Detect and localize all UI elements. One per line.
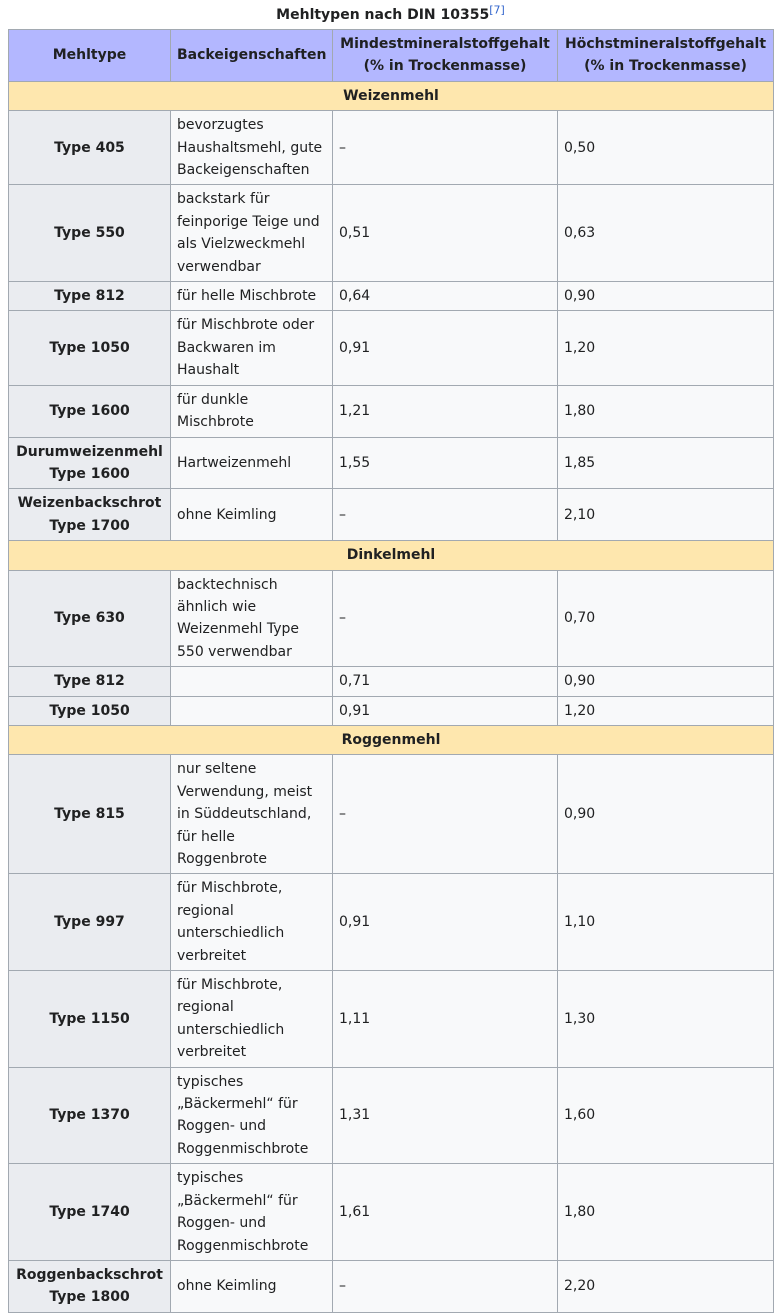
min-mineral-cell: 0,71 [333, 667, 558, 696]
mehltype-cell: Type 405 [9, 111, 171, 185]
reference-link[interactable]: [7] [489, 3, 505, 17]
header-max-mineral [558, 30, 774, 82]
backeigenschaften-cell: für dunkle Mischbrote [171, 385, 333, 437]
mehltype-cell: Type 1370 [9, 1067, 171, 1164]
backeigenschaften-cell: bevorzugtes Haushaltsmehl, gute Backeigenschaften [171, 111, 333, 185]
min-mineral-cell: – [333, 489, 558, 541]
max-mineral-cell: 1,20 [558, 311, 774, 385]
max-mineral-cell: 0,70 [558, 570, 774, 667]
table-caption [8, 4, 773, 29]
min-mineral-cell: – [333, 755, 558, 874]
min-mineral-cell: – [333, 570, 558, 667]
mehltype-cell: Type 812 [9, 282, 171, 311]
backeigenschaften-cell: für Mischbrote, regional unterschiedlich verbreitet [171, 971, 333, 1068]
backeigenschaften-cell [171, 696, 333, 725]
min-mineral-cell: 1,11 [333, 971, 558, 1068]
max-mineral-cell: 1,80 [558, 1164, 774, 1261]
table-row [9, 971, 774, 1068]
mehltype-cell: Type 997 [9, 874, 171, 971]
table-row [9, 111, 774, 185]
min-mineral-cell: 0,91 [333, 874, 558, 971]
mehltype-cell: Roggenbackschrot Type 1800 [9, 1260, 171, 1312]
max-mineral-cell: 2,10 [558, 489, 774, 541]
max-mineral-cell: 1,60 [558, 1067, 774, 1164]
mehltype-cell: Type 1150 [9, 971, 171, 1068]
backeigenschaften-cell: backstark für feinporige Teige und als Vielzweckmehl verwendbar [171, 185, 333, 282]
table-row [9, 489, 774, 541]
header-line: (% in Trockenmasse) [584, 58, 747, 75]
backeigenschaften-cell: ohne Keimling [171, 1260, 333, 1312]
table-row [9, 282, 774, 311]
header-mehltype [9, 30, 171, 82]
backeigenschaften-cell: typisches „Bäckermehl“ für Roggen- und Roggenmischbrote [171, 1067, 333, 1164]
min-mineral-cell: – [333, 111, 558, 185]
table-row [9, 755, 774, 874]
min-mineral-cell: 0,64 [333, 282, 558, 311]
header-line: Höchstmineralstoffgehalt [564, 36, 767, 52]
table-row [9, 437, 774, 489]
group-row [9, 541, 774, 570]
mehltype-cell: Type 1050 [9, 311, 171, 385]
max-mineral-cell: 0,50 [558, 111, 774, 185]
header-row [9, 30, 774, 82]
mehltype-cell: Type 630 [9, 570, 171, 667]
group-title: Dinkelmehl [9, 541, 774, 570]
max-mineral-cell: 1,85 [558, 437, 774, 489]
min-mineral-cell: 1,21 [333, 385, 558, 437]
max-mineral-cell: 0,90 [558, 667, 774, 696]
min-mineral-cell: 1,31 [333, 1067, 558, 1164]
mehltype-cell: Weizenbackschrot Type 1700 [9, 489, 171, 541]
min-mineral-cell: – [333, 1260, 558, 1312]
table-row [9, 696, 774, 725]
header-line: (% in Trockenmasse) [363, 58, 527, 75]
max-mineral-cell: 1,80 [558, 385, 774, 437]
min-mineral-cell: 1,55 [333, 437, 558, 489]
mehltype-cell: Durumweizenmehl Type 1600 [9, 437, 171, 489]
header-line: Backeigenschaften [177, 47, 327, 64]
backeigenschaften-cell: backtechnisch ähnlich wie Weizenmehl Type 550 verwendbar [171, 570, 333, 667]
max-mineral-cell: 0,90 [558, 755, 774, 874]
header-backeigenschaften [171, 30, 333, 82]
mehltype-cell: Type 815 [9, 755, 171, 874]
table-row [9, 667, 774, 696]
mehltype-cell: Type 550 [9, 185, 171, 282]
min-mineral-cell: 0,51 [333, 185, 558, 282]
table-row [9, 570, 774, 667]
backeigenschaften-cell: für Mischbrote, regional unterschiedlich verbreitet [171, 874, 333, 971]
group-title: Roggenmehl [9, 725, 774, 754]
caption-title: Mehltypen nach DIN 10355 [276, 7, 490, 23]
header-line: Mindestmineralstoffgehalt [340, 36, 550, 52]
backeigenschaften-cell [171, 667, 333, 696]
table-row [9, 311, 774, 385]
table-row [9, 1067, 774, 1164]
min-mineral-cell: 1,61 [333, 1164, 558, 1261]
mehltype-cell: Type 812 [9, 667, 171, 696]
backeigenschaften-cell: Hartweizenmehl [171, 437, 333, 489]
max-mineral-cell: 0,63 [558, 185, 774, 282]
backeigenschaften-cell: für helle Mischbrote [171, 282, 333, 311]
table-row [9, 185, 774, 282]
mehltype-cell: Type 1600 [9, 385, 171, 437]
max-mineral-cell: 1,20 [558, 696, 774, 725]
mehltype-cell: Type 1740 [9, 1164, 171, 1261]
max-mineral-cell: 0,90 [558, 282, 774, 311]
table-row [9, 1164, 774, 1261]
flour-types-table-wrapper [8, 4, 773, 1313]
backeigenschaften-cell: ohne Keimling [171, 489, 333, 541]
group-row [9, 81, 774, 110]
table-row [9, 874, 774, 971]
max-mineral-cell: 1,30 [558, 971, 774, 1068]
group-title: Weizenmehl [9, 81, 774, 110]
table-row [9, 385, 774, 437]
min-mineral-cell: 0,91 [333, 311, 558, 385]
max-mineral-cell: 2,20 [558, 1260, 774, 1312]
backeigenschaften-cell: nur seltene Verwendung, meist in Süddeutschland, für helle Roggenbrote [171, 755, 333, 874]
group-row [9, 725, 774, 754]
header-min-mineral [333, 30, 558, 82]
table-row [9, 1260, 774, 1312]
mehltype-cell: Type 1050 [9, 696, 171, 725]
max-mineral-cell: 1,10 [558, 874, 774, 971]
backeigenschaften-cell: typisches „Bäckermehl“ für Roggen- und Roggenmischbrote [171, 1164, 333, 1261]
header-line: Mehltype [52, 47, 127, 64]
flour-types-table [8, 29, 774, 1313]
backeigenschaften-cell: für Mischbrote oder Backwaren im Haushalt [171, 311, 333, 385]
min-mineral-cell: 0,91 [333, 696, 558, 725]
